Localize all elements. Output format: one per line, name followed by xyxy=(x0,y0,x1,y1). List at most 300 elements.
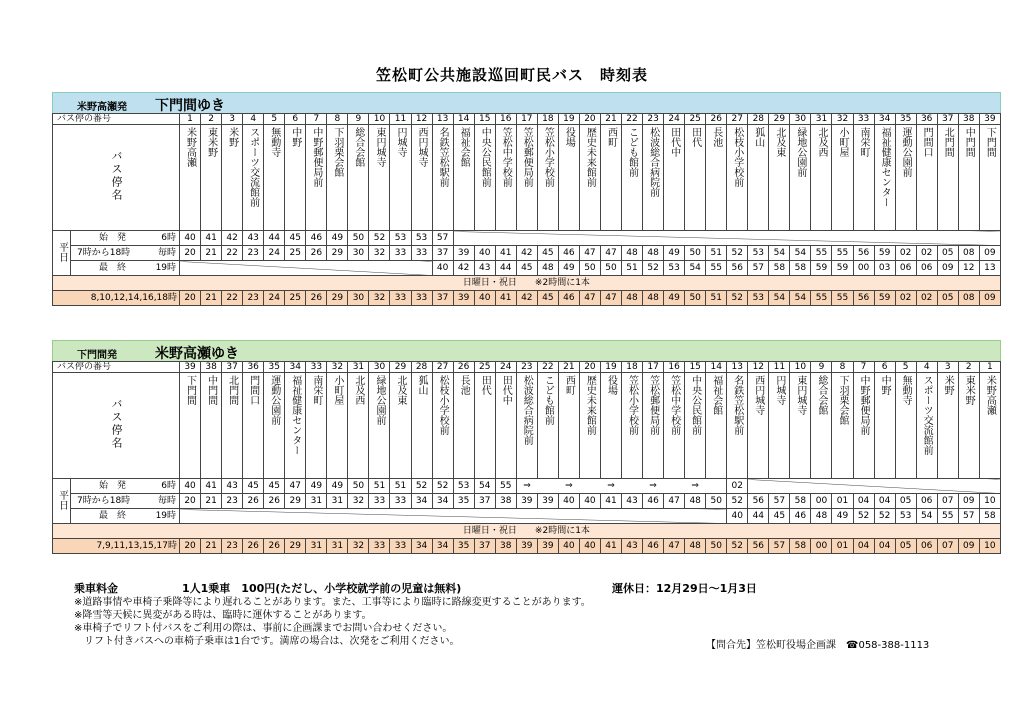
time-cell: 40 xyxy=(727,509,748,524)
stop-name: 笠松郵便局前 xyxy=(647,375,659,435)
outbound-timetable xyxy=(52,113,1001,306)
time-cell: 32 xyxy=(369,291,390,306)
stop-name-cell xyxy=(243,373,264,479)
time-cell: 54 xyxy=(769,291,790,306)
stop-name-cell xyxy=(748,125,769,231)
time-cell: 29 xyxy=(285,494,306,509)
row-label-time: 毎時 xyxy=(158,248,177,258)
stop-name: 役場 xyxy=(563,127,575,147)
stop-number: 30 xyxy=(369,362,390,373)
stop-name: 小町屋 xyxy=(836,127,848,157)
stop-name: 小町屋 xyxy=(331,375,343,405)
outbound-destination: 下門間ゆき xyxy=(155,98,225,114)
stop-name-cell xyxy=(874,125,895,231)
stop-name-cell xyxy=(327,125,348,231)
stop-number: 27 xyxy=(432,362,453,373)
stop-name-cell xyxy=(180,125,201,231)
time-cell: 42 xyxy=(222,231,243,246)
stop-name-header-cell xyxy=(53,373,180,479)
stop-number: 33 xyxy=(853,114,874,125)
time-cell: 58 xyxy=(790,261,811,276)
stop-name: 中野 xyxy=(879,375,891,395)
time-cell: 42 xyxy=(516,246,537,261)
stop-name-cell xyxy=(348,125,369,231)
time-cell: 22 xyxy=(222,246,243,261)
time-cell: 46 xyxy=(306,231,327,246)
time-cell: 52 xyxy=(727,539,748,554)
time-cell: 48 xyxy=(685,539,706,554)
time-cell: 31 xyxy=(327,494,348,509)
stop-number: 34 xyxy=(874,114,895,125)
time-cell: 49 xyxy=(832,509,853,524)
stop-name-cell xyxy=(390,125,411,231)
stop-name: 下羽栗会館 xyxy=(331,127,343,177)
time-cell: 37 xyxy=(432,291,453,306)
time-cell: 03 xyxy=(874,261,895,276)
stop-name: 福祉健康センター xyxy=(289,375,301,455)
fare-info xyxy=(74,580,461,596)
time-cell: 54 xyxy=(790,246,811,261)
stop-name-cell xyxy=(390,373,411,479)
row-label-time: 19時 xyxy=(155,263,177,273)
time-cell: 50 xyxy=(706,494,727,509)
row-label-main: 始 発 xyxy=(99,233,127,243)
time-cell: 04 xyxy=(853,539,874,554)
time-cell: 38 xyxy=(495,494,516,509)
time-cell: 33 xyxy=(390,246,411,261)
stop-name: 西町 xyxy=(605,127,617,147)
inbound-timetable xyxy=(52,361,1001,554)
time-cell: 50 xyxy=(685,291,706,306)
time-cell: 31 xyxy=(327,539,348,554)
stop-number: 34 xyxy=(285,362,306,373)
transfer-arrow: ⇒ xyxy=(600,479,621,494)
stop-number: 38 xyxy=(201,362,222,373)
stop-number: 1 xyxy=(979,362,1000,373)
stop-number: 9 xyxy=(348,114,369,125)
stop-number: 29 xyxy=(390,362,411,373)
time-cell: 54 xyxy=(474,479,495,494)
time-cell: 52 xyxy=(643,261,664,276)
stop-number: 2 xyxy=(958,362,979,373)
stop-name: 田代中 xyxy=(668,127,680,157)
time-cell: 34 xyxy=(411,539,432,554)
time-cell: 47 xyxy=(664,539,685,554)
time-cell: 37 xyxy=(474,539,495,554)
stop-number: 15 xyxy=(474,114,495,125)
time-cell: 35 xyxy=(453,494,474,509)
time-cell: 39 xyxy=(537,539,558,554)
time-cell: 55 xyxy=(832,291,853,306)
time-cell: 49 xyxy=(327,231,348,246)
stop-name: 無動寺 xyxy=(268,127,280,157)
stop-number: 13 xyxy=(432,114,453,125)
stop-name: 運動公園前 xyxy=(900,127,912,177)
time-cell: 06 xyxy=(895,261,916,276)
time-cell: 33 xyxy=(369,539,390,554)
row-label-main: 7時から18時 xyxy=(77,496,131,506)
stop-name-cell xyxy=(558,373,579,479)
stop-number: 11 xyxy=(769,362,790,373)
stop-name-cell xyxy=(832,125,853,231)
time-cell: 52 xyxy=(432,479,453,494)
time-cell: 20 xyxy=(180,246,201,261)
stop-name-cell xyxy=(495,373,516,479)
stop-name-cell xyxy=(706,373,727,479)
page-title: 笠松町公共施設巡回町民バス 時刻表 xyxy=(375,66,648,84)
stop-name-header-cell xyxy=(53,125,180,231)
time-cell: 48 xyxy=(685,494,706,509)
stop-name-cell xyxy=(811,125,832,231)
stop-number: 13 xyxy=(727,362,748,373)
time-cell: 40 xyxy=(579,539,600,554)
time-cell: 47 xyxy=(579,246,600,261)
time-cell: 38 xyxy=(495,539,516,554)
time-cell: 33 xyxy=(411,291,432,306)
stop-number: 14 xyxy=(453,114,474,125)
time-cell: 25 xyxy=(285,246,306,261)
stop-name: 米野 xyxy=(942,375,954,395)
time-cell: 53 xyxy=(748,246,769,261)
stop-number: 23 xyxy=(643,114,664,125)
time-cell: 20 xyxy=(180,539,201,554)
stop-name-cell xyxy=(432,373,453,479)
time-cell: 04 xyxy=(853,494,874,509)
time-cell: 54 xyxy=(916,509,937,524)
stop-name: 田代 xyxy=(479,375,491,395)
time-cell: 31 xyxy=(306,539,327,554)
time-cell: 23 xyxy=(243,246,264,261)
time-cell: 35 xyxy=(453,539,474,554)
time-cell: 48 xyxy=(811,509,832,524)
stop-name: 中央公民館前 xyxy=(689,375,701,435)
time-cell: 53 xyxy=(664,261,685,276)
stop-name: 福祉会館 xyxy=(458,127,470,167)
time-cell: 41 xyxy=(600,494,621,509)
time-cell: 51 xyxy=(369,479,390,494)
stop-number: 7 xyxy=(306,114,327,125)
time-cell: 06 xyxy=(916,261,937,276)
stop-name-cell xyxy=(727,373,748,479)
time-cell: 26 xyxy=(306,291,327,306)
stop-name: 北及西 xyxy=(352,375,364,405)
stop-number: 8 xyxy=(327,114,348,125)
time-cell: 53 xyxy=(411,231,432,246)
stop-name: 笠松中学校前 xyxy=(668,375,680,435)
time-cell: 57 xyxy=(769,539,790,554)
time-cell: 40 xyxy=(474,246,495,261)
time-cell: 49 xyxy=(306,479,327,494)
time-cell: 23 xyxy=(222,494,243,509)
time-cell: 10 xyxy=(979,539,1000,554)
stop-name-cell xyxy=(664,125,685,231)
time-cell: 23 xyxy=(243,291,264,306)
stop-number: 35 xyxy=(264,362,285,373)
stop-name-cell xyxy=(958,125,979,231)
time-cell: 56 xyxy=(748,539,769,554)
stop-number: 28 xyxy=(748,114,769,125)
stop-number: 25 xyxy=(474,362,495,373)
stop-number: 12 xyxy=(411,114,432,125)
time-cell: 40 xyxy=(474,291,495,306)
time-cell: 52 xyxy=(727,291,748,306)
no-service-cell xyxy=(748,479,1001,494)
time-cell: 34 xyxy=(432,539,453,554)
stop-name: 福祉会館 xyxy=(710,375,722,415)
stop-number: 11 xyxy=(390,114,411,125)
stop-name-cell xyxy=(537,373,558,479)
stop-name: 下門間 xyxy=(184,375,196,405)
time-cell: 05 xyxy=(937,291,958,306)
note-line: ※降雪等天候に異変がある時は、臨時に運休することがあります。 xyxy=(74,610,372,621)
stop-number: 3 xyxy=(222,114,243,125)
time-cell: 54 xyxy=(769,246,790,261)
stop-name: 米野高瀬 xyxy=(984,375,996,415)
time-cell: 26 xyxy=(243,539,264,554)
time-cell: 52 xyxy=(874,509,895,524)
time-cell: 06 xyxy=(916,494,937,509)
row-label xyxy=(71,246,180,261)
stop-name: 東米野 xyxy=(963,375,975,405)
time-cell: 39 xyxy=(537,494,558,509)
stop-number: 26 xyxy=(453,362,474,373)
time-cell: 29 xyxy=(327,246,348,261)
stop-name-cell xyxy=(853,373,874,479)
stop-name: 名鉄笠松駅前 xyxy=(437,127,449,187)
time-cell: 39 xyxy=(453,291,474,306)
stop-name: 西町 xyxy=(563,375,575,395)
stop-number: 20 xyxy=(579,362,600,373)
stop-name: 運動公園前 xyxy=(268,375,280,425)
time-cell: 50 xyxy=(600,261,621,276)
stop-name: 北及東 xyxy=(773,127,785,157)
stop-number: 31 xyxy=(348,362,369,373)
time-cell: 05 xyxy=(937,246,958,261)
time-cell: 23 xyxy=(222,539,243,554)
time-cell: 02 xyxy=(916,291,937,306)
stop-name-cell xyxy=(769,373,790,479)
stop-number: 37 xyxy=(222,362,243,373)
time-cell: 50 xyxy=(348,231,369,246)
stop-name-cell xyxy=(306,125,327,231)
time-cell: 56 xyxy=(727,261,748,276)
time-cell: 26 xyxy=(264,539,285,554)
transfer-arrow xyxy=(579,479,600,494)
fare-label: 乗車料金 xyxy=(74,582,118,595)
time-cell: 33 xyxy=(390,291,411,306)
stop-number-label: バス停の番号 xyxy=(53,362,180,373)
transfer-arrow xyxy=(537,479,558,494)
inbound-destination: 米野高瀬ゆき xyxy=(155,346,239,362)
stop-name-cell xyxy=(516,125,537,231)
time-cell: 06 xyxy=(916,539,937,554)
time-cell: 53 xyxy=(453,479,474,494)
stop-name: 円城寺 xyxy=(395,127,406,157)
stop-name: 長池 xyxy=(710,127,722,147)
stop-number: 35 xyxy=(895,114,916,125)
stop-name: 米野 xyxy=(226,127,238,147)
stop-number: 15 xyxy=(685,362,706,373)
time-cell: 43 xyxy=(622,539,643,554)
stop-name: 北及西 xyxy=(815,127,827,157)
time-cell: 50 xyxy=(348,479,369,494)
time-cell: 57 xyxy=(958,509,979,524)
stop-number: 32 xyxy=(327,362,348,373)
stop-number: 21 xyxy=(600,114,621,125)
stop-name-cell xyxy=(558,125,579,231)
time-cell: 45 xyxy=(537,291,558,306)
time-cell: 39 xyxy=(516,494,537,509)
stop-name-cell xyxy=(895,125,916,231)
stop-name-label: バス停名 xyxy=(110,398,123,450)
stop-name: 笠松小学校前 xyxy=(542,127,554,187)
stop-name-cell xyxy=(495,125,516,231)
stop-number: 2 xyxy=(201,114,222,125)
stop-name-cell xyxy=(727,125,748,231)
stop-name: 南栄町 xyxy=(310,375,322,405)
no-service-cell xyxy=(453,231,1000,246)
stop-name-cell xyxy=(958,373,979,479)
holiday-note: 日曜日・祝日 ※2時間に1本 xyxy=(53,524,1001,539)
time-cell: 43 xyxy=(474,261,495,276)
time-cell: 40 xyxy=(180,231,201,246)
stop-name: 総合会館 xyxy=(815,375,827,415)
time-cell: 32 xyxy=(348,539,369,554)
stop-number: 27 xyxy=(727,114,748,125)
stop-name-cell xyxy=(600,373,621,479)
stop-name: スポーツ交流館前 xyxy=(247,127,259,207)
stop-number: 29 xyxy=(769,114,790,125)
time-cell: 49 xyxy=(558,261,579,276)
stop-name: 中野郵便局前 xyxy=(858,375,870,435)
time-cell: 51 xyxy=(622,261,643,276)
time-cell: 55 xyxy=(811,291,832,306)
time-cell: 49 xyxy=(327,479,348,494)
time-cell: 09 xyxy=(937,261,958,276)
stop-number: 5 xyxy=(264,114,285,125)
stop-number: 23 xyxy=(516,362,537,373)
stop-number: 8 xyxy=(832,362,853,373)
stop-number: 24 xyxy=(664,114,685,125)
stop-name: 笠松小学校前 xyxy=(626,375,638,435)
stop-name: 中野 xyxy=(289,127,301,147)
stop-name: 中央公民館前 xyxy=(479,127,491,187)
stop-name-cell xyxy=(516,373,537,479)
time-cell: 51 xyxy=(706,246,727,261)
time-cell: 41 xyxy=(495,291,516,306)
stop-name: 米野高瀬 xyxy=(184,127,196,167)
stop-name: 下羽栗会館 xyxy=(836,375,848,425)
time-cell: 45 xyxy=(537,246,558,261)
weekday-label: 平日 xyxy=(56,241,68,262)
time-cell: 33 xyxy=(369,494,390,509)
stop-number: 30 xyxy=(790,114,811,125)
stop-name-cell xyxy=(748,373,769,479)
stop-name: 総合会館 xyxy=(352,127,364,167)
time-cell: 34 xyxy=(432,494,453,509)
stop-number: 12 xyxy=(748,362,769,373)
time-cell: 13 xyxy=(979,261,1000,276)
time-cell: 00 xyxy=(811,539,832,554)
time-cell: 44 xyxy=(264,231,285,246)
stop-name: 中野郵便局前 xyxy=(310,127,322,187)
stop-name: 笠松郵便局前 xyxy=(521,127,533,187)
row-label-time: 毎時 xyxy=(158,496,177,506)
time-cell: 51 xyxy=(390,479,411,494)
time-cell: 32 xyxy=(369,246,390,261)
time-cell: 44 xyxy=(495,261,516,276)
time-cell: 33 xyxy=(390,539,411,554)
time-cell: 01 xyxy=(832,494,853,509)
stop-name: 中門間 xyxy=(205,375,217,405)
transfer-arrow xyxy=(664,479,685,494)
stop-name-cell xyxy=(201,373,222,479)
time-cell: 07 xyxy=(937,539,958,554)
time-cell: 09 xyxy=(958,494,979,509)
stop-name-cell xyxy=(916,373,937,479)
stop-name-cell xyxy=(811,373,832,479)
stop-number: 19 xyxy=(558,114,579,125)
stop-name-cell xyxy=(685,125,706,231)
stop-name: 松波総合病院前 xyxy=(647,127,659,197)
time-cell: 07 xyxy=(937,494,958,509)
time-cell: 04 xyxy=(874,539,895,554)
stop-number: 22 xyxy=(622,114,643,125)
time-cell: 29 xyxy=(327,291,348,306)
time-cell: 02 xyxy=(727,479,748,494)
time-cell: 51 xyxy=(706,291,727,306)
stop-name-cell xyxy=(201,125,222,231)
time-cell: 52 xyxy=(727,494,748,509)
time-cell: 55 xyxy=(937,509,958,524)
stop-name: 田代中 xyxy=(500,375,512,405)
time-cell: 05 xyxy=(895,539,916,554)
stop-number: 26 xyxy=(706,114,727,125)
time-cell: 01 xyxy=(832,539,853,554)
time-cell: 02 xyxy=(916,246,937,261)
row-label xyxy=(71,509,180,524)
stop-name: 南栄町 xyxy=(858,127,870,157)
stop-number: 4 xyxy=(243,114,264,125)
time-cell: 43 xyxy=(622,494,643,509)
outbound-header-band xyxy=(52,92,1001,114)
time-cell: 56 xyxy=(853,291,874,306)
stop-name: 下門間 xyxy=(984,127,996,157)
stop-name-cell xyxy=(664,373,685,479)
stop-name: 東円城寺 xyxy=(373,127,385,167)
transfer-arrow: ⇒ xyxy=(558,479,579,494)
time-cell: 25 xyxy=(285,291,306,306)
stop-number: 18 xyxy=(622,362,643,373)
holiday-hours: 7,9,11,13,15,17時 xyxy=(53,539,180,554)
stop-name: 福祉健康センター xyxy=(879,127,891,207)
stop-name-cell xyxy=(937,125,958,231)
stop-name: 西円城寺 xyxy=(752,375,764,415)
row-label xyxy=(71,479,180,494)
stop-name: こども館前 xyxy=(626,127,638,177)
stop-name-cell xyxy=(916,125,937,231)
stop-name-cell xyxy=(222,125,243,231)
time-cell: 58 xyxy=(769,261,790,276)
stop-number: 16 xyxy=(664,362,685,373)
row-label xyxy=(71,261,180,276)
time-cell: 52 xyxy=(369,231,390,246)
stop-name-cell xyxy=(180,373,201,479)
transfer-arrow xyxy=(706,479,727,494)
stop-number: 3 xyxy=(937,362,958,373)
note-line: ※道路事情や車椅子乗降等により遅れることがあります。また、工事等により臨時に路線変更することがあります。 xyxy=(74,597,591,608)
stop-number: 4 xyxy=(916,362,937,373)
